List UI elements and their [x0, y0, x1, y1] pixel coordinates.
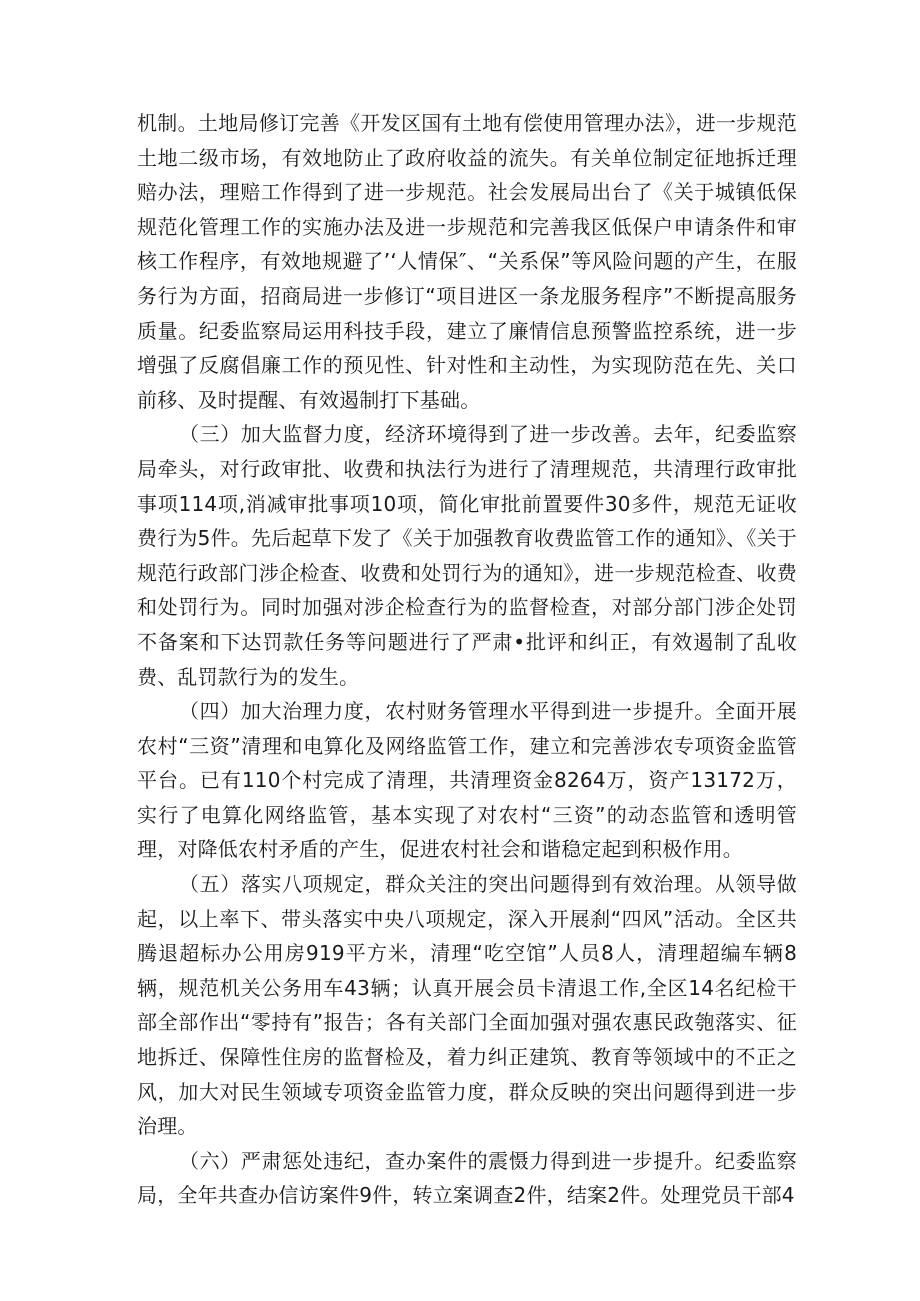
paragraph-section-6: （六）严肃惩处违纪，查办案件的震慑力得到进一步提升。纪委监察局，全年共查办信访案件9件，转立案调查2件，结案2件。处理党员干部4 [137, 1148, 797, 1208]
paragraph-section-3: （三）加大监督力度，经济环境得到了进一步改善。去年，纪委监察局牵头，对行政审批、收费和执法行为进行了清理规范，共清理行政审批事项114项,消减审批事项10项，简化审批前置要件30多件，规范无证收费行为5件。先后起草下发了《关于加强教育收费监管工作的通知》、《关于规范行政部门涉企检查、收费和处罚行为的通知》，进一步规范检查、收费和处罚行为。同时加强对涉企检查行为的监督检查，对部分部门涉企处罚不备案和下达罚款任务等问题进行了严肃•批评和纠正，有效遏制了乱收费、乱罚款行为的发生。 [137, 422, 797, 689]
paragraph-continuation: 机制。土地局修订完善《开发区国有土地有偿使用管理办法》，进一步规范土地二级市场，有效地防止了政府收益的流失。有关单位制定征地拆迁理赔办法，理赔工作得到了进一步规范。社会发展局出台了《关于城镇低保规范化管理工作的实施办法及进一步规范和完善我区低保户申请条件和审核工作程序，有效地规避了’‘人情保″、“关系保”等风险问题的产生，在服务行为方面，招商局进一步修订“项目进区一条龙服务程序”不断提高服务质量。纪委监察局运用科技手段，建立了廉情信息预警监控系统，进一步增强了反腐倡廉工作的预见性、针对性和主动性，为实现防范在先、关口前移、及时提醒、有效遏制打下基础。 [137, 111, 797, 412]
document-page [137, 106, 797, 1213]
paragraph-section-4: （四）加大治理力度，农村财务管理水平得到进一步提升。全面开展农村“三资”清理和电算化及网络监管工作，建立和完善涉农专项资金监管平台。已有110个村完成了清理，共清理资金8264万，资产13172万，实行了电算化网络监管，基本实现了对农村“三资”的动态监管和透明管理，对降低农村矛盾的产生，促进农村社会和谐稳定起到积极作用。 [137, 699, 797, 862]
paragraph-section-5: （五）落实八项规定，群众关注的突出问题得到有效治理。从领导做起，以上率下、带头落实中央八项规定，深入开展刹“四风”活动。全区共腾退超标办公用房919平方米，清理“吃空馆”人员8人，清理超编车辆8辆，规范机关公务用车43辆；认真开展会员卡清退工作,全区14名纪检干部全部作出“零持有”报告；各有关部门全面加强对强农惠民政匏落实、征地拆迁、保障性住房的监督检及，着力纠正建筑、教育等领域中的不正之风，加大对民生领域专项资金监管力度，群众反映的突出问题得到进一步治理。 [137, 872, 797, 1139]
